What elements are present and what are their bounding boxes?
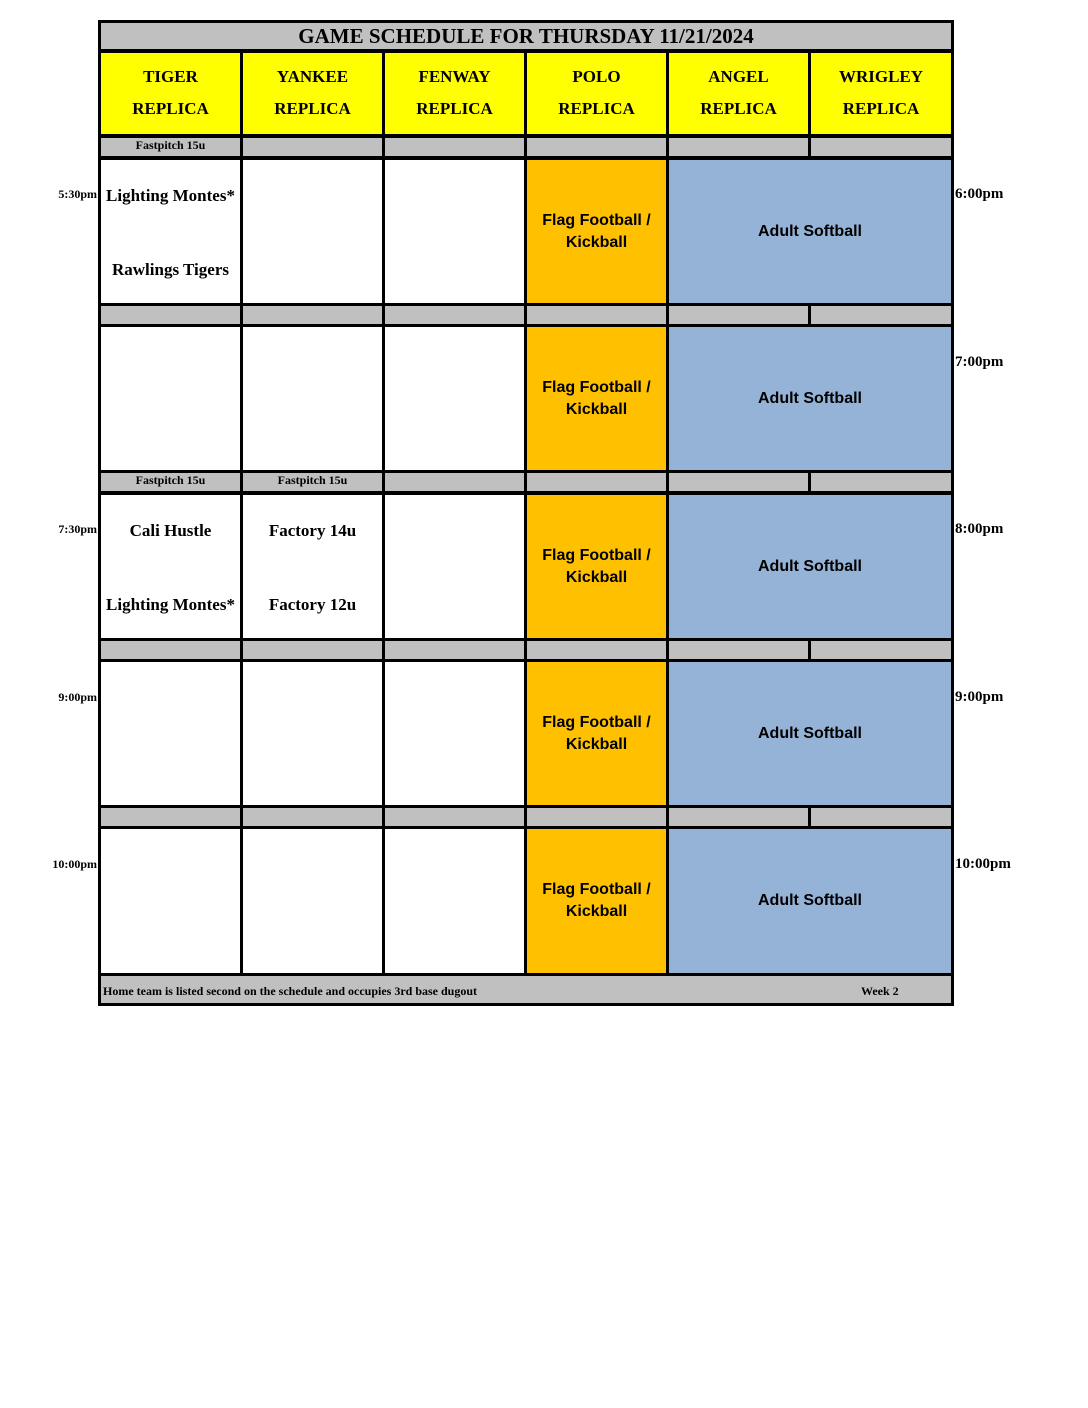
start-time-right: 10:00pm [955, 856, 1011, 872]
field-name: FENWAY [418, 67, 491, 86]
adult-softball-block-2 [666, 324, 954, 473]
game-cell-tiger-3 [98, 492, 243, 641]
game-cell-yankee-3 [240, 492, 385, 641]
page-title: GAME SCHEDULE FOR THURSDAY 11/21/2024 [98, 20, 954, 52]
footer-note: Home team is listed second on the schedule and occupies 3rd base dugout [103, 984, 478, 998]
home-team: Lighting Montes* [106, 595, 235, 614]
field-name: YANKEE [276, 67, 349, 86]
gray-strip [808, 135, 954, 159]
game-cell-tiger-2 [98, 324, 243, 473]
field-header-fenway [382, 50, 527, 137]
start-time-left: 9:00pm [58, 690, 97, 704]
home-team: Factory 12u [268, 595, 357, 614]
field-name: TIGER [143, 67, 198, 86]
start-time-left: 10:00pm [52, 857, 97, 871]
adult-label: Adult Softball [758, 389, 862, 407]
game-cell-fenway-5 [382, 826, 527, 976]
gray-strip [382, 135, 527, 159]
game-cell-tiger-4 [98, 659, 243, 808]
adult-label: Adult Softball [758, 222, 862, 240]
field-header-tiger [98, 50, 243, 137]
game-cell-yankee-4 [240, 659, 385, 808]
game-cell-fenway-1 [382, 157, 527, 306]
flag-football-block-4 [524, 659, 669, 808]
flag-football-block-3 [524, 492, 669, 641]
flag-label-line1: Flag Football / [542, 713, 651, 731]
away-team: Cali Hustle [129, 521, 212, 540]
game-cell-fenway-3 [382, 492, 527, 641]
field-header-wrigley [808, 50, 954, 137]
field-name: ANGEL [708, 67, 769, 86]
away-team: Factory 14u [268, 521, 357, 540]
adult-label: Adult Softball [758, 557, 862, 575]
start-time-left: 7:30pm [58, 522, 97, 536]
flag-label-line1: Flag Football / [542, 881, 651, 898]
adult-softball-block-4 [666, 659, 954, 808]
field-sub: REPLICA [700, 99, 777, 118]
game-cell-yankee-5 [240, 826, 385, 976]
week-label: Week 2 [861, 984, 899, 998]
field-sub: REPLICA [558, 99, 635, 118]
away-team: Lighting Montes* [106, 186, 235, 205]
field-name: WRIGLEY [838, 67, 924, 86]
start-time-right: 6:00pm [955, 186, 1004, 202]
flag-label-line1: Flag Football / [542, 211, 651, 229]
game-cell-yankee-1 [240, 157, 385, 306]
gray-strip [666, 135, 811, 159]
start-time-right: 7:00pm [955, 354, 1004, 370]
home-team: Rawlings Tigers [112, 260, 229, 279]
gray-strip [382, 470, 527, 494]
flag-label-line2: Kickball [565, 233, 628, 251]
flag-label-line1: Flag Football / [542, 378, 651, 396]
gray-strip [524, 470, 669, 494]
gray-strip [666, 470, 811, 494]
adult-softball-block-5 [666, 826, 954, 976]
division-label: Fastpitch 15u [98, 135, 243, 159]
adult-label: Adult Softball [758, 892, 862, 909]
gray-strip [240, 135, 385, 159]
game-cell-yankee-2 [240, 324, 385, 473]
flag-football-block-1 [524, 157, 669, 306]
adult-label: Adult Softball [758, 724, 862, 742]
gray-strip [524, 135, 669, 159]
flag-label-line1: Flag Football / [542, 546, 651, 564]
field-header-yankee [240, 50, 385, 137]
game-cell-tiger-1 [98, 157, 243, 306]
division-label: Fastpitch 15u [240, 470, 385, 494]
start-time-left: 5:30pm [58, 187, 97, 201]
footer-bar [98, 973, 954, 1006]
field-sub: REPLICA [842, 99, 920, 118]
adult-softball-block-3 [666, 492, 954, 641]
game-cell-fenway-4 [382, 659, 527, 808]
flag-football-block-5 [524, 826, 669, 976]
start-time-right: 8:00pm [955, 521, 1004, 537]
field-sub: REPLICA [132, 99, 209, 118]
field-header-angel [666, 50, 811, 137]
field-header-polo [524, 50, 669, 137]
flag-label-line2: Kickball [565, 735, 628, 753]
game-cell-fenway-2 [382, 324, 527, 473]
gray-strip [808, 470, 954, 494]
flag-label-line2: Kickball [565, 568, 628, 586]
flag-football-block-2 [524, 324, 669, 473]
start-time-right: 9:00pm [955, 689, 1004, 705]
flag-label-line2: Kickball [565, 903, 628, 920]
field-name: POLO [572, 67, 621, 86]
game-cell-tiger-5 [98, 826, 243, 976]
adult-softball-block-1 [666, 157, 954, 306]
field-sub: REPLICA [416, 99, 493, 118]
flag-label-line2: Kickball [565, 400, 628, 418]
division-label: Fastpitch 15u [98, 470, 243, 494]
field-sub: REPLICA [274, 99, 351, 118]
